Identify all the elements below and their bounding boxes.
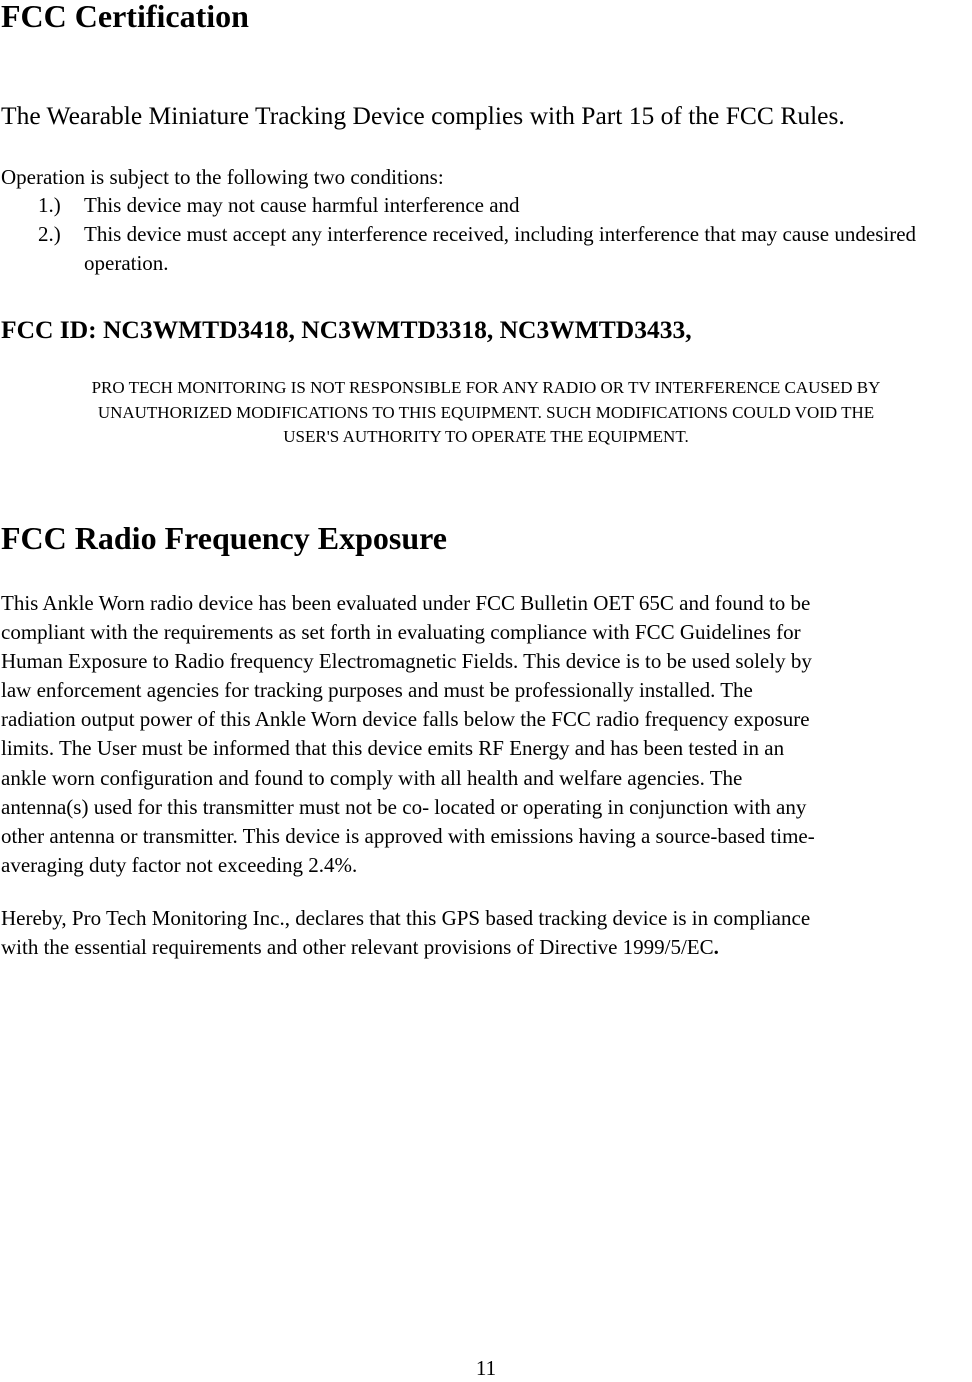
paragraph-line: antenna(s) used for this transmitter must not be co- located or operating in conjunction with any: [1, 794, 807, 819]
compliance-statement: The Wearable Miniature Tracking Device complies with Part 15 of the FCC Rules.: [1, 101, 845, 130]
paragraph-line: This Ankle Worn radio device has been evaluated under FCC Bulletin OET 65C and found to be: [1, 591, 811, 615]
heading-rf-exposure: FCC Radio Frequency Exposure: [1, 520, 447, 556]
declaration-paragraph: [1, 904, 969, 962]
interference-disclaimer: [0, 376, 972, 450]
fcc-id: FCC ID: NC3WMTD3418, NC3WMTD3318, NC3WMTD3433,: [1, 315, 692, 344]
disclaimer-line: UNAUTHORIZED MODIFICATIONS TO THIS EQUIPMENT. SUCH MODIFICATIONS COULD VOID THE: [97, 402, 875, 422]
paragraph-line: Human Exposure to Radio frequency Electromagnetic Fields. This device is to be used solely by: [1, 649, 812, 674]
paragraph-line: compliant with the requirements as set forth in evaluating compliance with FCC Guidelines for: [1, 620, 801, 645]
declaration-period: .: [713, 935, 719, 960]
condition-item: [0, 191, 968, 220]
paragraph-line: averaging duty factor not exceeding 2.4%.: [1, 852, 358, 877]
paragraph-line: other antenna or transmitter. This device is approved with emissions having a source-based time-: [1, 823, 815, 848]
conditions-intro: Operation is subject to the following two conditions:: [1, 165, 444, 189]
paragraph-line: ankle worn configuration and found to comply with all health and welfare agencies. The: [1, 765, 743, 790]
declaration-text: with the essential requirements and other relevant provisions of Directive 1999/5/EC: [1, 935, 714, 960]
condition-text: This device may not cause harmful interference and: [84, 193, 520, 217]
paragraph-line: [1, 933, 969, 962]
condition-item: [0, 220, 968, 278]
rf-exposure-paragraph: [1, 589, 969, 880]
disclaimer-line: USER'S AUTHORITY TO OPERATE THE EQUIPMENT.: [283, 427, 689, 446]
paragraph-line: Hereby, Pro Tech Monitoring Inc., declares that this GPS based tracking device is in compliance: [1, 906, 811, 930]
paragraph-line: limits. The User must be informed that this device emits RF Energy and has been tested in an: [1, 736, 785, 761]
page-number: 11: [475, 1356, 497, 1380]
heading-fcc-certification: FCC Certification: [1, 0, 249, 34]
conditions-list: [0, 191, 972, 278]
condition-text: This device must accept any interference received, including interference that may cause undesired operation.: [84, 222, 917, 275]
paragraph-line: radiation output power of this Ankle Worn device falls below the FCC radio frequency exposure: [1, 707, 810, 732]
condition-number: 1.): [38, 193, 61, 217]
condition-number: 2.): [38, 222, 61, 246]
disclaimer-line: PRO TECH MONITORING IS NOT RESPONSIBLE FOR ANY RADIO OR TV INTERFERENCE CAUSED BY: [91, 378, 881, 397]
paragraph-line: law enforcement agencies for tracking purposes and must be professionally installed. The: [1, 678, 753, 703]
